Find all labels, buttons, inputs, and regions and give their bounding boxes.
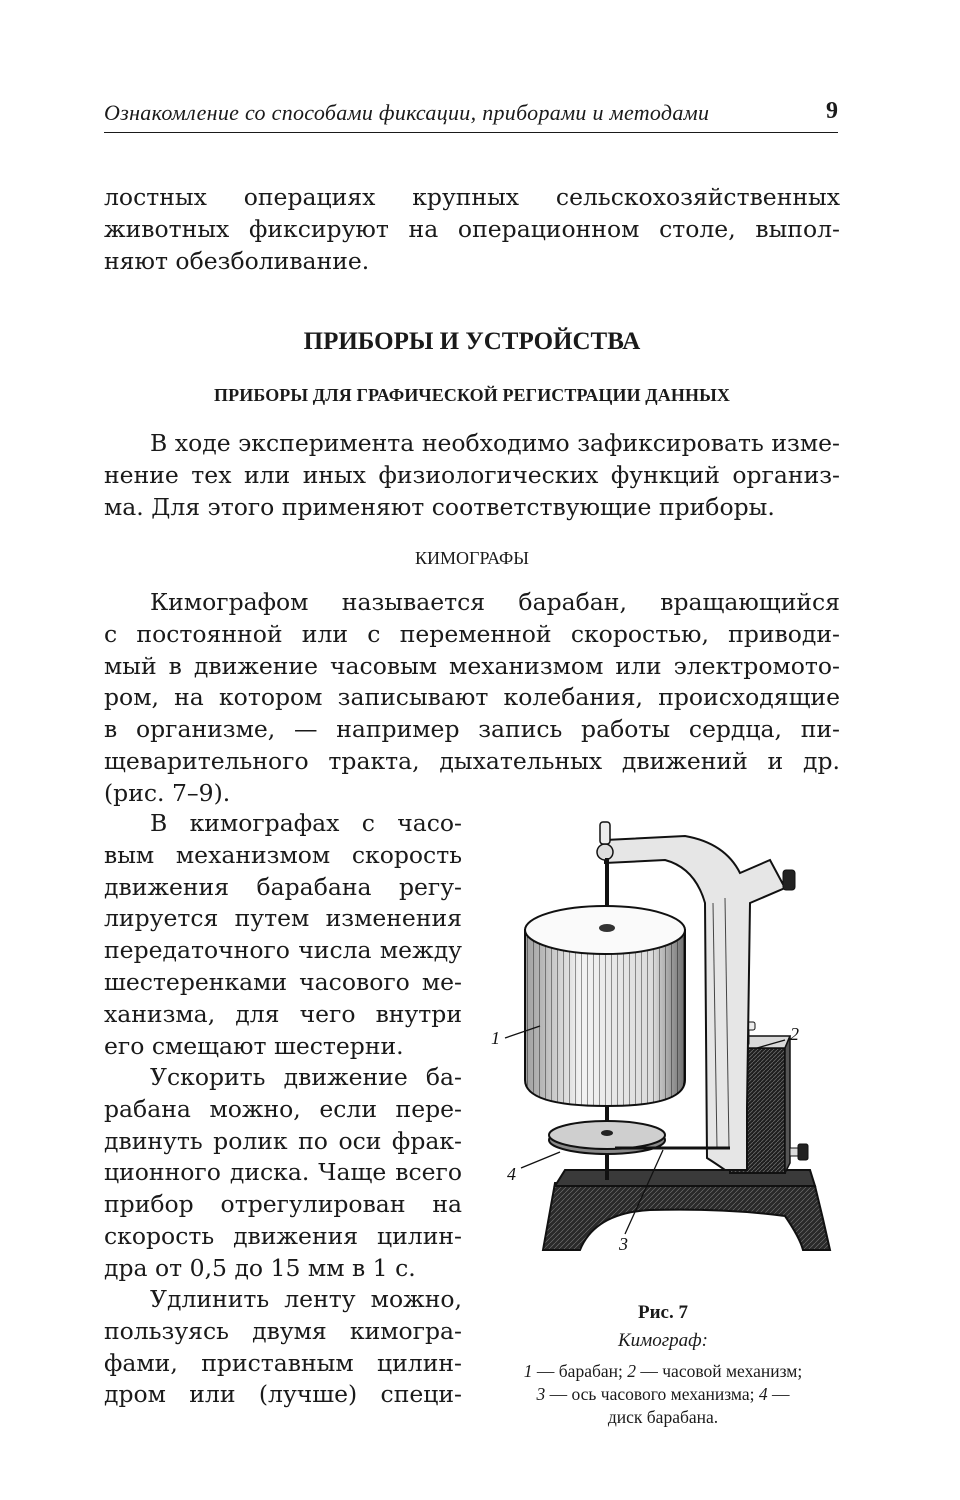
legend-text: диск барабана.	[607, 1407, 719, 1427]
text-line: В ходе эксперимента необходимо зафиксировать изме-	[150, 429, 840, 457]
paragraph-kymograph	[104, 587, 840, 810]
figure-label-1: 1	[491, 1028, 500, 1048]
text-line: лостных операциях крупных сельскохозяйственных	[104, 183, 840, 211]
text-line: его смещают шестерни.	[104, 1031, 404, 1060]
legend-number: 2	[627, 1361, 636, 1381]
text-line: ма. Для этого применяют соответствующие приборы.	[104, 492, 775, 521]
text-line: дром или (лучше) специ-	[104, 1380, 462, 1409]
text-line: пользуясь двумя кимогра-	[104, 1316, 462, 1345]
paragraph-left-3	[104, 1284, 462, 1411]
text-line: Ускорить движение ба-	[150, 1063, 462, 1091]
text-line: вым механизмом скорость	[104, 840, 462, 869]
text-line: мый в движение часовым механизмом или электромото-	[104, 651, 840, 680]
text-line: прибор отрегулирован на	[104, 1190, 462, 1219]
text-line: движения барабана регу-	[104, 872, 462, 901]
figure-number: Рис. 7	[638, 1302, 688, 1323]
text-line: ционного диска. Чаще всего	[104, 1158, 462, 1187]
drum	[525, 906, 685, 1106]
text-line: передаточного числа между	[104, 936, 462, 965]
figure-label-3: 3	[619, 1234, 628, 1254]
page-number: 9	[826, 98, 838, 124]
text-line: дра от 0,5 до 15 мм в 1 с.	[104, 1253, 416, 1282]
legend-text: — часовой механизм;	[640, 1361, 803, 1381]
text-line: щеварительного тракта, дыхательных движений и др.	[104, 746, 840, 775]
legend-number: 1	[523, 1361, 533, 1381]
text-line: рабана можно, если пере-	[104, 1094, 462, 1123]
legend-line	[486, 1360, 840, 1383]
text-line: ханизма, для чего внутри	[104, 999, 462, 1028]
text-line: (рис. 7–9).	[104, 778, 231, 807]
legend-text: — барабан;	[536, 1361, 623, 1381]
text-line: нение тех или иных физиологических функций организ-	[104, 460, 840, 489]
legend-number: 4	[758, 1384, 768, 1404]
figure-legend	[486, 1360, 840, 1429]
text-line: Кимографом называется барабан, вращающийся	[150, 588, 840, 616]
text-line: с постоянной или с переменной скоростью, приводи-	[104, 619, 840, 648]
paragraph-left-2	[104, 1062, 462, 1285]
text-line: фами, приставным цилин-	[104, 1348, 462, 1377]
kymograph-illustration	[485, 818, 850, 1278]
legend-text: — ось часового механизма;	[549, 1384, 755, 1404]
topic-heading: КИМОГРАФЫ	[415, 548, 529, 568]
legend-number: 3	[536, 1384, 546, 1404]
legend-text: —	[772, 1384, 790, 1404]
legend-line	[486, 1406, 840, 1429]
figure-title: Кимограф:	[618, 1330, 708, 1351]
text-line: няют обезболивание.	[104, 246, 370, 275]
base-stand	[543, 1170, 830, 1250]
text-line: в организме, — например запись работы сердца, пи-	[104, 715, 840, 744]
figure-label-2: 2	[790, 1024, 799, 1044]
text-line: шестеренками часового ме-	[104, 967, 462, 996]
text-line: скорость движения цилин-	[104, 1221, 462, 1250]
paragraph-left-1	[104, 808, 462, 1062]
subsection-heading: ПРИБОРЫ ДЛЯ ГРАФИЧЕСКОЙ РЕГИСТРАЦИИ ДАННЫХ	[214, 385, 730, 405]
section-heading: ПРИБОРЫ И УСТРОЙСТВА	[303, 328, 641, 355]
running-title: Ознакомление со способами фиксации, приборами и методами	[104, 100, 710, 125]
paragraph-intro	[104, 428, 840, 523]
running-head	[104, 98, 838, 133]
text-line: В кимографах с часо-	[150, 809, 462, 837]
figure-label-4: 4	[507, 1164, 516, 1184]
text-line: двинуть ролик по оси фрак-	[104, 1126, 462, 1155]
text-line: животных фиксируют на операционном столе, выпол-	[104, 214, 840, 243]
text-line: лируется путем изменения	[104, 904, 462, 933]
legend-line	[486, 1383, 840, 1406]
paragraph-continuation	[104, 182, 840, 277]
text-line: ром, на котором записывают колебания, происходящие	[104, 683, 840, 712]
text-line: Удлинить ленту можно,	[150, 1285, 462, 1313]
